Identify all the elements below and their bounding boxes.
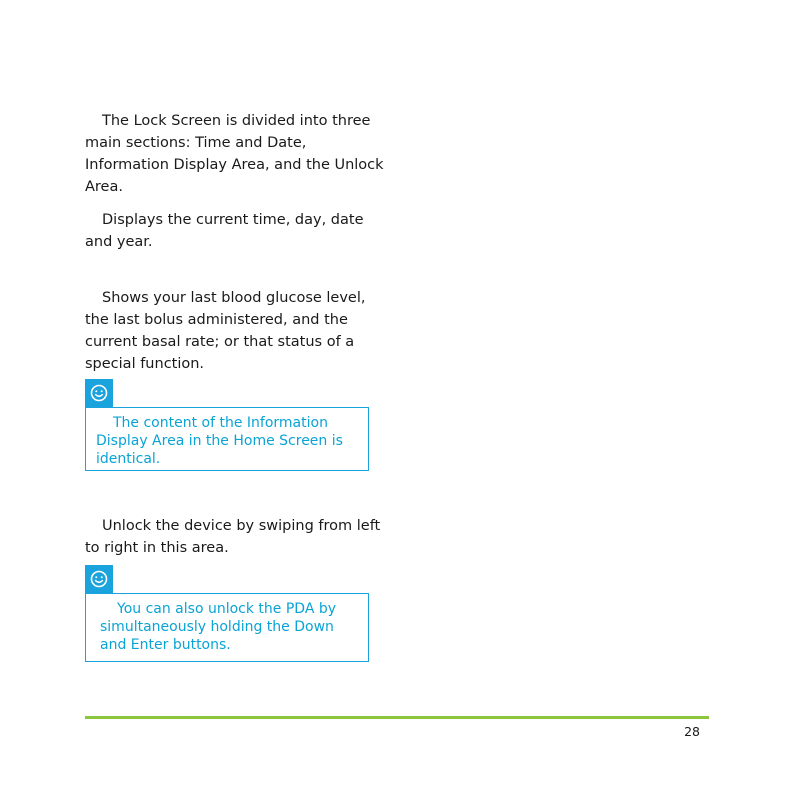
information-area-paragraph: Shows your last blood glucose level, the last bolus administered, and the current basal rate; or that status of a special function. bbox=[85, 290, 366, 372]
note-text: You can also unlock the PDA by simultaneously holding the Down and Enter buttons. bbox=[100, 601, 337, 653]
time-date-paragraph: Displays the current time, day, date and year. bbox=[85, 212, 364, 250]
note-text: The content of the Information Display Area in the Home Screen is identical. bbox=[96, 415, 343, 467]
lock-screen-intro-paragraph: The Lock Screen is divided into three main sections: Time and Date, Information Display Area, and the Unlock Area. bbox=[85, 113, 384, 195]
smiley-face-icon bbox=[85, 379, 113, 407]
note-box bbox=[85, 593, 369, 662]
page-number: 28 bbox=[684, 724, 700, 739]
footer-divider bbox=[85, 716, 709, 719]
unlock-area-paragraph: Unlock the device by swiping from left to right in this area. bbox=[85, 518, 381, 556]
note-box bbox=[85, 407, 369, 471]
smiley-face-icon bbox=[85, 565, 113, 593]
